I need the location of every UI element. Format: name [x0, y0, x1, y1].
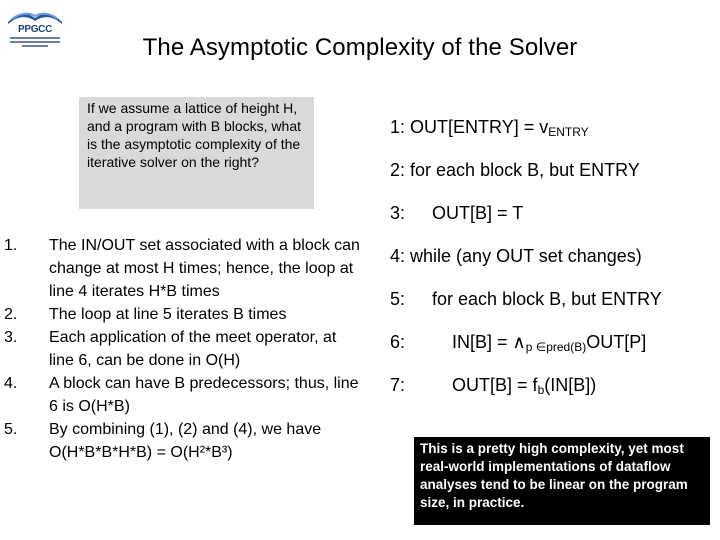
line-number: 4:	[390, 246, 406, 266]
list-text: By combining (1), (2) and (4), we have O(H*B*B*H*B) = O(H²*B³)	[49, 421, 322, 461]
algorithm-line-3	[390, 203, 523, 224]
list-item	[4, 418, 364, 464]
list-number: 2.	[4, 306, 18, 323]
list-text: Each application of the meet operator, at line 6, can be done in O(H)	[49, 329, 337, 369]
line-number: 7:	[390, 375, 406, 395]
list-item	[4, 372, 364, 418]
line-code: while (any OUT set changes)	[410, 246, 642, 266]
line-code: IN[B] = ∧	[452, 332, 526, 352]
question-box: If we assume a lattice of height H, and a program with B blocks, what is the asymptotic complexity of the iterative solver on the right?	[79, 97, 314, 209]
book-icon	[4, 4, 66, 26]
line-number: 5:	[390, 289, 406, 309]
logo-text: PPGCC	[17, 24, 53, 35]
line-number: 1:	[390, 117, 406, 137]
algorithm-line-2	[390, 160, 640, 181]
list-item	[4, 303, 364, 326]
list-number: 4.	[4, 375, 18, 392]
algorithm-line-5	[390, 289, 662, 310]
page-title: The Asymptotic Complexity of the Solver	[142, 34, 578, 61]
note-box: This is a pretty high complexity, yet most real-world implementations of dataflow analyses tend to be linear on the program size, in practice.	[414, 437, 710, 525]
line-code: for each block B, but ENTRY	[432, 289, 662, 309]
list-item	[4, 326, 364, 372]
list-item	[4, 234, 364, 303]
list-number: 3.	[4, 329, 18, 346]
algorithm-line-1	[390, 117, 589, 139]
algorithm-line-4	[390, 246, 642, 267]
algorithm-line-7	[390, 375, 596, 397]
line-subscript: p ∈pred(B)	[525, 340, 587, 354]
line-subscript: ENTRY	[548, 125, 589, 139]
list-text: The IN/OUT set associated with a block can change at most H times; hence, the loop at line 4 iterates H*B times	[49, 237, 360, 300]
complexity-points	[4, 234, 364, 464]
line-code-tail: (IN[B])	[544, 375, 597, 395]
algorithm-line-6	[390, 332, 646, 354]
line-number: 6:	[390, 332, 406, 352]
line-number: 3:	[390, 203, 406, 223]
line-code: for each block B, but ENTRY	[410, 160, 640, 180]
list-text: A block can have B predecessors; thus, line 6 is O(H*B)	[49, 375, 359, 415]
list-number: 1.	[4, 237, 18, 254]
line-number: 2:	[390, 160, 406, 180]
line-code: OUT[ENTRY] = v	[410, 117, 549, 137]
list-text: The loop at line 5 iterates B times	[49, 306, 287, 323]
line-code-tail: OUT[P]	[586, 332, 647, 352]
line-code: OUT[B] = T	[432, 203, 524, 223]
line-code: OUT[B] = f	[452, 375, 538, 395]
list-number: 5.	[4, 421, 18, 438]
line-subscript: b	[537, 383, 545, 397]
